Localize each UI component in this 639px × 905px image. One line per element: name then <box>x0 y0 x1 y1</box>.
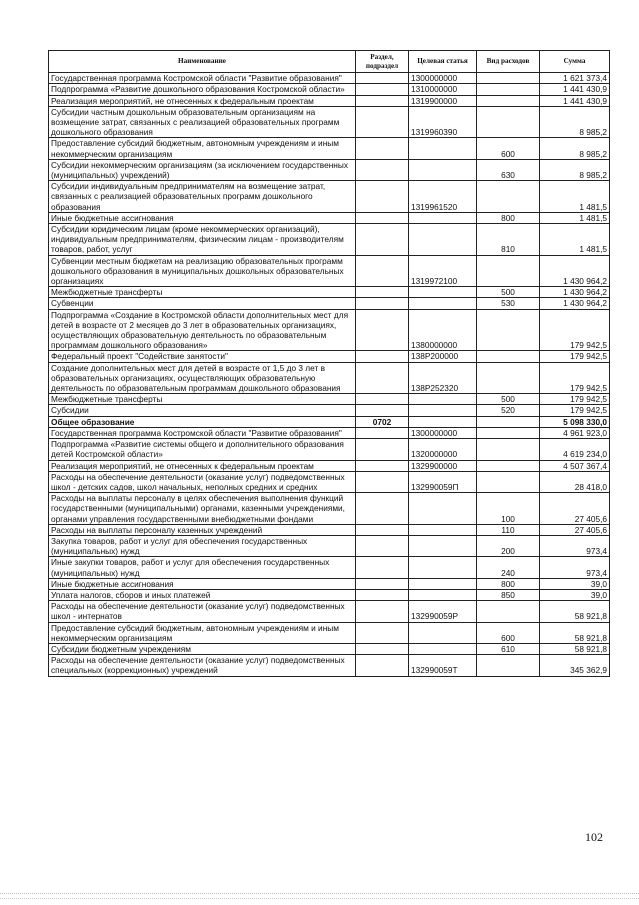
cell-sum: 345 362,9 <box>540 655 610 676</box>
cell-target <box>409 578 477 589</box>
table-row <box>49 84 610 95</box>
cell-name: Общее образование <box>49 416 356 427</box>
header-name: Наименование <box>49 51 356 73</box>
cell-target: 132990059Т <box>409 655 477 676</box>
table-row <box>49 655 610 676</box>
bottom-divider <box>0 893 639 899</box>
cell-section <box>356 439 409 460</box>
cell-sum: 1 430 964,2 <box>540 287 610 298</box>
cell-target <box>409 138 477 159</box>
cell-target <box>409 416 477 427</box>
cell-target <box>409 524 477 535</box>
cell-sum: 179 942,5 <box>540 351 610 362</box>
cell-name: Государственная программа Костромской области "Развитие образования" <box>49 427 356 438</box>
cell-name: Расходы на выплаты персоналу в целях обеспечения выполнения функций государственными (муниципальными) органами, казенными учреждениями, органами управления государственными внебюджетными фондами <box>49 493 356 525</box>
cell-name: Субсидии <box>49 405 356 416</box>
cell-sum: 58 921,8 <box>540 601 610 622</box>
table-row <box>49 535 610 556</box>
cell-sum: 4 507 367,4 <box>540 460 610 471</box>
cell-target: 1319961520 <box>409 181 477 213</box>
cell-target <box>409 298 477 309</box>
cell-type <box>477 84 540 95</box>
cell-section <box>356 394 409 405</box>
header-type: Вид расходов <box>477 51 540 73</box>
table-row <box>49 138 610 159</box>
cell-name: Предоставление субсидий бюджетным, автономным учреждениям и иным некоммерческим организациям <box>49 138 356 159</box>
cell-type: 600 <box>477 622 540 643</box>
cell-sum: 1 441 430,9 <box>540 95 610 106</box>
cell-target <box>409 493 477 525</box>
cell-type <box>477 95 540 106</box>
cell-sum: 58 921,8 <box>540 643 610 654</box>
cell-name: Реализация мероприятий, не отнесенных к федеральным проектам <box>49 95 356 106</box>
cell-name: Уплата налогов, сборов и иных платежей <box>49 589 356 600</box>
cell-section <box>356 493 409 525</box>
cell-section <box>356 287 409 298</box>
cell-name: Субсидии частным дошкольным образовательным организациям на возмещение затрат, связанных с реализацией образовательных программ дошкольного образования <box>49 106 356 138</box>
table-header <box>49 51 610 73</box>
table-row <box>49 524 610 535</box>
cell-sum: 27 405,6 <box>540 493 610 525</box>
cell-sum: 179 942,5 <box>540 394 610 405</box>
cell-type: 810 <box>477 224 540 256</box>
cell-sum: 1 441 430,9 <box>540 84 610 95</box>
cell-type <box>477 255 540 287</box>
cell-target <box>409 394 477 405</box>
cell-sum: 1 481,5 <box>540 224 610 256</box>
cell-type: 610 <box>477 643 540 654</box>
cell-name: Субсидии бюджетным учреждениям <box>49 643 356 654</box>
header-section: Раздел, подраздел <box>356 51 409 73</box>
cell-section <box>356 460 409 471</box>
table-row <box>49 212 610 223</box>
cell-type <box>477 655 540 676</box>
cell-section <box>356 405 409 416</box>
cell-name: Расходы на обеспечение деятельности (оказание услуг) подведомственных школ - детских садов, школ начальных, неполных средних и средних <box>49 471 356 492</box>
table-row <box>49 589 610 600</box>
cell-target: 138P200000 <box>409 351 477 362</box>
table-row <box>49 405 610 416</box>
table-row <box>49 181 610 213</box>
cell-name: Государственная программа Костромской области "Развитие образования" <box>49 73 356 84</box>
cell-section <box>356 622 409 643</box>
cell-name: Расходы на выплаты персоналу казенных учреждений <box>49 524 356 535</box>
cell-section <box>356 159 409 180</box>
cell-section <box>356 643 409 654</box>
cell-sum: 179 942,5 <box>540 362 610 394</box>
budget-table <box>48 50 610 677</box>
cell-name: Иные бюджетные ассигнования <box>49 578 356 589</box>
cell-name: Субвенции местным бюджетам на реализацию образовательных программ дошкольного образования в муниципальных дошкольных образовательных организациях <box>49 255 356 287</box>
cell-type <box>477 427 540 438</box>
cell-name: Субсидии юридическим лицам (кроме некоммерческих организаций), индивидуальным предпринимателям, физическим лицам - производителям товаров, работ, услуг <box>49 224 356 256</box>
cell-target <box>409 287 477 298</box>
cell-sum: 179 942,5 <box>540 309 610 351</box>
cell-name: Межбюджетные трансферты <box>49 394 356 405</box>
cell-type: 110 <box>477 524 540 535</box>
cell-name: Подпрограмма «Развитие дошкольного образования Костромской области» <box>49 84 356 95</box>
cell-target: 1320000000 <box>409 439 477 460</box>
cell-section <box>356 362 409 394</box>
cell-type: 200 <box>477 535 540 556</box>
header-sum: Сумма <box>540 51 610 73</box>
table-row <box>49 601 610 622</box>
table-row <box>49 159 610 180</box>
table-row <box>49 224 610 256</box>
cell-section <box>356 298 409 309</box>
cell-target <box>409 589 477 600</box>
cell-type <box>477 362 540 394</box>
page-number: 102 <box>585 830 603 844</box>
cell-type <box>477 460 540 471</box>
cell-name: Межбюджетные трансферты <box>49 287 356 298</box>
cell-name: Расходы на обеспечение деятельности (оказание услуг) подведомственных школ - интернатов <box>49 601 356 622</box>
cell-type: 500 <box>477 394 540 405</box>
cell-sum: 1 481,5 <box>540 181 610 213</box>
table-row <box>49 95 610 106</box>
cell-section <box>356 589 409 600</box>
table-row <box>49 394 610 405</box>
table-row <box>49 643 610 654</box>
cell-section <box>356 351 409 362</box>
cell-section <box>356 655 409 676</box>
table-row <box>49 106 610 138</box>
cell-target: 1380000000 <box>409 309 477 351</box>
table-row <box>49 351 610 362</box>
cell-section <box>356 578 409 589</box>
cell-target <box>409 557 477 578</box>
cell-name: Подпрограмма «Создание в Костромской области дополнительных мест для детей в возрасте от 2 месяцев до 3 лет в образовательных организациях, осуществляющих образовательную деятельность по образовательным программам дошкольного образования» <box>49 309 356 351</box>
table-row <box>49 309 610 351</box>
cell-type <box>477 73 540 84</box>
cell-target <box>409 212 477 223</box>
cell-section <box>356 212 409 223</box>
cell-name: Федеральный проект "Содействие занятости" <box>49 351 356 362</box>
cell-type: 850 <box>477 589 540 600</box>
cell-type: 600 <box>477 138 540 159</box>
cell-type: 800 <box>477 212 540 223</box>
cell-name: Расходы на обеспечение деятельности (оказание услуг) подведомственных специальных (коррекционных) учреждений <box>49 655 356 676</box>
cell-type <box>477 439 540 460</box>
table-body <box>49 73 610 676</box>
cell-target <box>409 159 477 180</box>
cell-target: 1300000000 <box>409 427 477 438</box>
cell-type: 500 <box>477 287 540 298</box>
table-row <box>49 493 610 525</box>
cell-type: 630 <box>477 159 540 180</box>
cell-section <box>356 557 409 578</box>
cell-type: 530 <box>477 298 540 309</box>
cell-section <box>356 601 409 622</box>
cell-sum: 1 430 964,2 <box>540 255 610 287</box>
cell-section <box>356 309 409 351</box>
cell-name: Иные закупки товаров, работ и услуг для обеспечения государственных (муниципальных) нужд <box>49 557 356 578</box>
cell-sum: 8 985,2 <box>540 159 610 180</box>
cell-section <box>356 95 409 106</box>
table-row <box>49 298 610 309</box>
table-row <box>49 578 610 589</box>
cell-sum: 973,4 <box>540 535 610 556</box>
table-row <box>49 460 610 471</box>
cell-target: 1319900000 <box>409 95 477 106</box>
cell-name: Подпрограмма «Развитие системы общего и дополнительного образования детей Костромской области» <box>49 439 356 460</box>
cell-type <box>477 106 540 138</box>
cell-name: Субвенции <box>49 298 356 309</box>
cell-sum: 39,0 <box>540 578 610 589</box>
cell-section <box>356 138 409 159</box>
cell-sum: 179 942,5 <box>540 405 610 416</box>
cell-target <box>409 535 477 556</box>
cell-target <box>409 643 477 654</box>
cell-sum: 39,0 <box>540 589 610 600</box>
cell-sum: 4 961 923,0 <box>540 427 610 438</box>
cell-name: Закупка товаров, работ и услуг для обеспечения государственных (муниципальных) нужд <box>49 535 356 556</box>
cell-name: Субсидии некоммерческим организациям (за исключением государственных (муниципальных) учреждений) <box>49 159 356 180</box>
cell-section: 0702 <box>356 416 409 427</box>
cell-target <box>409 224 477 256</box>
table-row <box>49 255 610 287</box>
cell-section <box>356 224 409 256</box>
cell-section <box>356 535 409 556</box>
cell-section <box>356 427 409 438</box>
cell-type <box>477 309 540 351</box>
cell-section <box>356 255 409 287</box>
cell-name: Создание дополнительных мест для детей в возрасте от 1,5 до 3 лет в образовательных организациях, осуществляющих образовательную деятельность по образовательным программам дошкольного образования <box>49 362 356 394</box>
cell-section <box>356 84 409 95</box>
table-row <box>49 287 610 298</box>
cell-type <box>477 471 540 492</box>
cell-name: Иные бюджетные ассигнования <box>49 212 356 223</box>
table-row <box>49 439 610 460</box>
cell-target: 132990059Р <box>409 601 477 622</box>
cell-section <box>356 73 409 84</box>
header-target: Целевая статья <box>409 51 477 73</box>
cell-sum: 27 405,6 <box>540 524 610 535</box>
cell-target: 1329900000 <box>409 460 477 471</box>
cell-type: 520 <box>477 405 540 416</box>
cell-target <box>409 405 477 416</box>
cell-target: 1319960390 <box>409 106 477 138</box>
cell-name: Предоставление субсидий бюджетным, автономным учреждениям и иным некоммерческим организациям <box>49 622 356 643</box>
table-row <box>49 416 610 427</box>
cell-type: 240 <box>477 557 540 578</box>
cell-name: Субсидии индивидуальным предпринимателям на возмещение затрат, связанных с реализацией образовательных программ дошкольного образования <box>49 181 356 213</box>
cell-sum: 8 985,2 <box>540 138 610 159</box>
cell-target: 1300000000 <box>409 73 477 84</box>
cell-sum: 8 985,2 <box>540 106 610 138</box>
cell-sum: 28 418,0 <box>540 471 610 492</box>
cell-sum: 1 621 373,4 <box>540 73 610 84</box>
cell-section <box>356 106 409 138</box>
table-row <box>49 622 610 643</box>
cell-type <box>477 416 540 427</box>
table-row <box>49 557 610 578</box>
table-row <box>49 471 610 492</box>
cell-type <box>477 181 540 213</box>
cell-sum: 973,4 <box>540 557 610 578</box>
table-row <box>49 362 610 394</box>
cell-sum: 5 098 330,0 <box>540 416 610 427</box>
cell-sum: 58 921,8 <box>540 622 610 643</box>
cell-name: Реализация мероприятий, не отнесенных к федеральным проектам <box>49 460 356 471</box>
cell-section <box>356 471 409 492</box>
cell-sum: 1 430 964,2 <box>540 298 610 309</box>
cell-sum: 4 619 234,0 <box>540 439 610 460</box>
cell-target <box>409 622 477 643</box>
cell-type: 800 <box>477 578 540 589</box>
cell-type: 100 <box>477 493 540 525</box>
table-row <box>49 427 610 438</box>
cell-type <box>477 601 540 622</box>
cell-type <box>477 351 540 362</box>
table-row <box>49 73 610 84</box>
cell-sum: 1 481,5 <box>540 212 610 223</box>
cell-target: 132990059П <box>409 471 477 492</box>
cell-target: 1319972100 <box>409 255 477 287</box>
header-row <box>49 51 610 73</box>
cell-target: 138P252320 <box>409 362 477 394</box>
cell-section <box>356 181 409 213</box>
cell-section <box>356 524 409 535</box>
cell-target: 1310000000 <box>409 84 477 95</box>
